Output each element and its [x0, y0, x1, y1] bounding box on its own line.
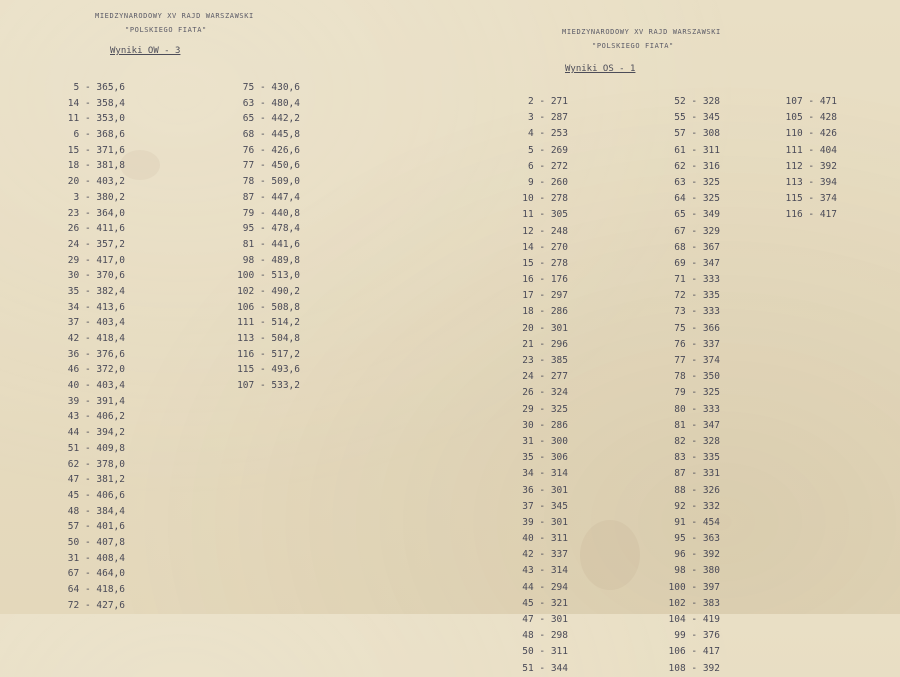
result-entry: 15 - 371,6	[67, 144, 125, 156]
result-entry: 61 - 311	[674, 144, 720, 156]
result-entry: 72 - 335	[674, 290, 720, 302]
result-entry: 29 - 325	[522, 403, 568, 415]
results-column-2	[660, 94, 720, 677]
results-column-2	[230, 80, 300, 394]
result-entry: 5 - 269	[527, 144, 568, 156]
result-entry: 47 - 301	[522, 614, 568, 625]
result-entry: 107 - 471	[785, 96, 837, 107]
result-entry: 87 - 447,4	[242, 191, 300, 203]
result-entry: 68 - 367	[674, 241, 720, 253]
result-entry: 42 - 337	[522, 549, 568, 561]
result-entry: 35 - 382,4	[67, 285, 125, 297]
result-entry: 37 - 403,4	[67, 317, 125, 329]
result-entry: 78 - 509,0	[242, 176, 300, 188]
results-column-1	[510, 94, 568, 677]
result-entry: 50 - 311	[522, 646, 568, 658]
result-entry: 39 - 391,4	[67, 395, 125, 407]
result-entry: 113 - 394	[785, 176, 837, 188]
event-subtitle: "POLSKIEGO FIATA"	[125, 26, 207, 34]
result-entry: 63 - 325	[674, 176, 720, 188]
result-entry: 82 - 328	[674, 435, 720, 447]
result-entry: 39 - 301	[522, 516, 568, 528]
result-entry: 12 - 248	[522, 225, 568, 237]
result-entry: 24 - 277	[522, 371, 568, 383]
result-entry: 50 - 407,8	[67, 536, 125, 548]
results-heading: Wyniki OW - 3	[110, 46, 181, 56]
results-column-1	[55, 80, 125, 613]
result-entry: 40 - 311	[522, 533, 568, 545]
event-subtitle: "POLSKIEGO FIATA"	[592, 42, 674, 50]
result-entry: 11 - 305	[522, 209, 568, 221]
result-entry: 5 - 365,6	[73, 82, 125, 93]
result-entry: 57 - 401,6	[67, 521, 125, 533]
result-entry: 18 - 286	[522, 306, 568, 318]
result-entry: 23 - 385	[522, 355, 568, 366]
result-entry: 24 - 357,2	[67, 238, 125, 250]
result-entry: 64 - 418,6	[67, 584, 125, 595]
results-sheet-ow3	[55, 8, 355, 611]
result-entry: 76 - 337	[674, 338, 720, 350]
results-column-3	[775, 94, 837, 224]
result-entry: 106 - 508,8	[237, 301, 300, 313]
result-entry: 116 - 517,2	[237, 348, 300, 360]
result-entry: 96 - 392	[674, 549, 720, 561]
result-entry: 92 - 332	[674, 500, 720, 512]
result-entry: 14 - 270	[522, 241, 568, 253]
result-entry: 51 - 344	[522, 662, 568, 674]
result-entry: 26 - 411,6	[67, 223, 125, 235]
result-entry: 115 - 493,6	[237, 364, 300, 376]
result-entry: 6 - 368,6	[73, 129, 125, 141]
result-entry: 75 - 366	[674, 322, 720, 334]
result-entry: 77 - 450,6	[242, 160, 300, 172]
result-entry: 11 - 353,0	[67, 113, 125, 125]
result-entry: 46 - 372,0	[67, 364, 125, 376]
result-entry: 105 - 428	[785, 112, 837, 124]
result-entry: 95 - 478,4	[242, 223, 300, 235]
result-entry: 29 - 417,0	[67, 254, 125, 266]
result-entry: 104 - 419	[668, 614, 720, 625]
result-entry: 40 - 403,4	[67, 380, 125, 392]
result-entry: 111 - 404	[785, 144, 837, 156]
result-entry: 52 - 328	[674, 96, 720, 107]
result-entry: 23 - 364,0	[67, 207, 125, 219]
result-entry: 81 - 347	[674, 419, 720, 431]
result-entry: 44 - 394,2	[67, 427, 125, 439]
result-entry: 113 - 504,8	[237, 333, 300, 344]
result-entry: 108 - 392	[668, 662, 720, 674]
result-entry: 47 - 381,2	[67, 474, 125, 486]
result-entry: 30 - 286	[522, 419, 568, 431]
result-entry: 20 - 301	[522, 322, 568, 334]
result-entry: 95 - 363	[674, 533, 720, 545]
result-entry: 112 - 392	[785, 160, 837, 172]
result-entry: 98 - 489,8	[242, 254, 300, 266]
result-entry: 26 - 324	[522, 387, 568, 399]
result-entry: 48 - 384,4	[67, 505, 125, 517]
result-entry: 67 - 464,0	[67, 568, 125, 580]
results-heading: Wyniki OS - 1	[565, 64, 636, 74]
result-entry: 36 - 301	[522, 484, 568, 496]
result-entry: 100 - 397	[668, 581, 720, 593]
result-entry: 99 - 376	[674, 630, 720, 642]
result-entry: 30 - 370,6	[67, 270, 125, 282]
result-entry: 65 - 349	[674, 209, 720, 221]
result-entry: 16 - 176	[522, 274, 568, 286]
result-entry: 21 - 296	[522, 338, 568, 350]
result-entry: 31 - 408,4	[67, 552, 125, 564]
result-entry: 15 - 278	[522, 257, 568, 269]
result-entry: 42 - 418,4	[67, 333, 125, 344]
result-entry: 43 - 314	[522, 565, 568, 577]
result-entry: 4 - 253	[527, 128, 568, 140]
result-entry: 72 - 427,6	[67, 599, 125, 611]
result-entry: 18 - 381,8	[67, 160, 125, 172]
result-entry: 55 - 345	[674, 112, 720, 124]
result-entry: 36 - 376,6	[67, 348, 125, 360]
result-entry: 69 - 347	[674, 257, 720, 269]
result-entry: 44 - 294	[522, 581, 568, 593]
result-entry: 83 - 335	[674, 452, 720, 464]
result-entry: 102 - 383	[668, 597, 720, 609]
result-entry: 79 - 440,8	[242, 207, 300, 219]
result-entry: 62 - 378,0	[67, 458, 125, 470]
result-entry: 106 - 417	[668, 646, 720, 658]
result-entry: 110 - 426	[785, 128, 837, 140]
result-entry: 71 - 333	[674, 274, 720, 286]
result-entry: 68 - 445,8	[242, 129, 300, 141]
result-entry: 63 - 480,4	[242, 97, 300, 109]
results-sheet-os1	[510, 22, 890, 674]
result-entry: 73 - 333	[674, 306, 720, 318]
result-entry: 43 - 406,2	[67, 411, 125, 423]
result-entry: 51 - 409,8	[67, 442, 125, 454]
event-title: MIEDZYNARODOWY XV RAJD WARSZAWSKI	[95, 12, 254, 20]
result-entry: 91 - 454	[674, 516, 720, 528]
result-entry: 14 - 358,4	[67, 97, 125, 109]
result-entry: 79 - 325	[674, 387, 720, 399]
result-entry: 6 - 272	[527, 160, 568, 172]
result-entry: 10 - 278	[522, 193, 568, 205]
result-entry: 81 - 441,6	[242, 238, 300, 250]
result-entry: 45 - 406,6	[67, 489, 125, 501]
result-entry: 20 - 403,2	[67, 176, 125, 188]
result-entry: 3 - 380,2	[73, 191, 125, 203]
event-title: MIEDZYNARODOWY XV RAJD WARSZAWSKI	[562, 28, 721, 36]
result-entry: 2 - 271	[527, 96, 568, 107]
result-entry: 98 - 380	[674, 565, 720, 577]
result-entry: 116 - 417	[785, 209, 837, 221]
result-entry: 67 - 329	[674, 225, 720, 237]
result-entry: 115 - 374	[785, 193, 837, 205]
result-entry: 87 - 331	[674, 468, 720, 480]
result-entry: 35 - 306	[522, 452, 568, 464]
result-entry: 80 - 333	[674, 403, 720, 415]
result-entry: 77 - 374	[674, 355, 720, 366]
result-entry: 78 - 350	[674, 371, 720, 383]
result-entry: 48 - 298	[522, 630, 568, 642]
result-entry: 111 - 514,2	[237, 317, 300, 329]
result-entry: 102 - 490,2	[237, 285, 300, 297]
result-entry: 88 - 326	[674, 484, 720, 496]
result-entry: 107 - 533,2	[237, 380, 300, 392]
result-entry: 65 - 442,2	[242, 113, 300, 125]
result-entry: 62 - 316	[674, 160, 720, 172]
result-entry: 31 - 300	[522, 435, 568, 447]
result-entry: 3 - 287	[527, 112, 568, 124]
result-entry: 9 - 260	[527, 176, 568, 188]
result-entry: 76 - 426,6	[242, 144, 300, 156]
result-entry: 17 - 297	[522, 290, 568, 302]
result-entry: 34 - 413,6	[67, 301, 125, 313]
result-entry: 45 - 321	[522, 597, 568, 609]
result-entry: 37 - 345	[522, 500, 568, 512]
result-entry: 100 - 513,0	[237, 270, 300, 282]
result-entry: 75 - 430,6	[242, 82, 300, 93]
result-entry: 64 - 325	[674, 193, 720, 205]
result-entry: 57 - 308	[674, 128, 720, 140]
result-entry: 34 - 314	[522, 468, 568, 480]
